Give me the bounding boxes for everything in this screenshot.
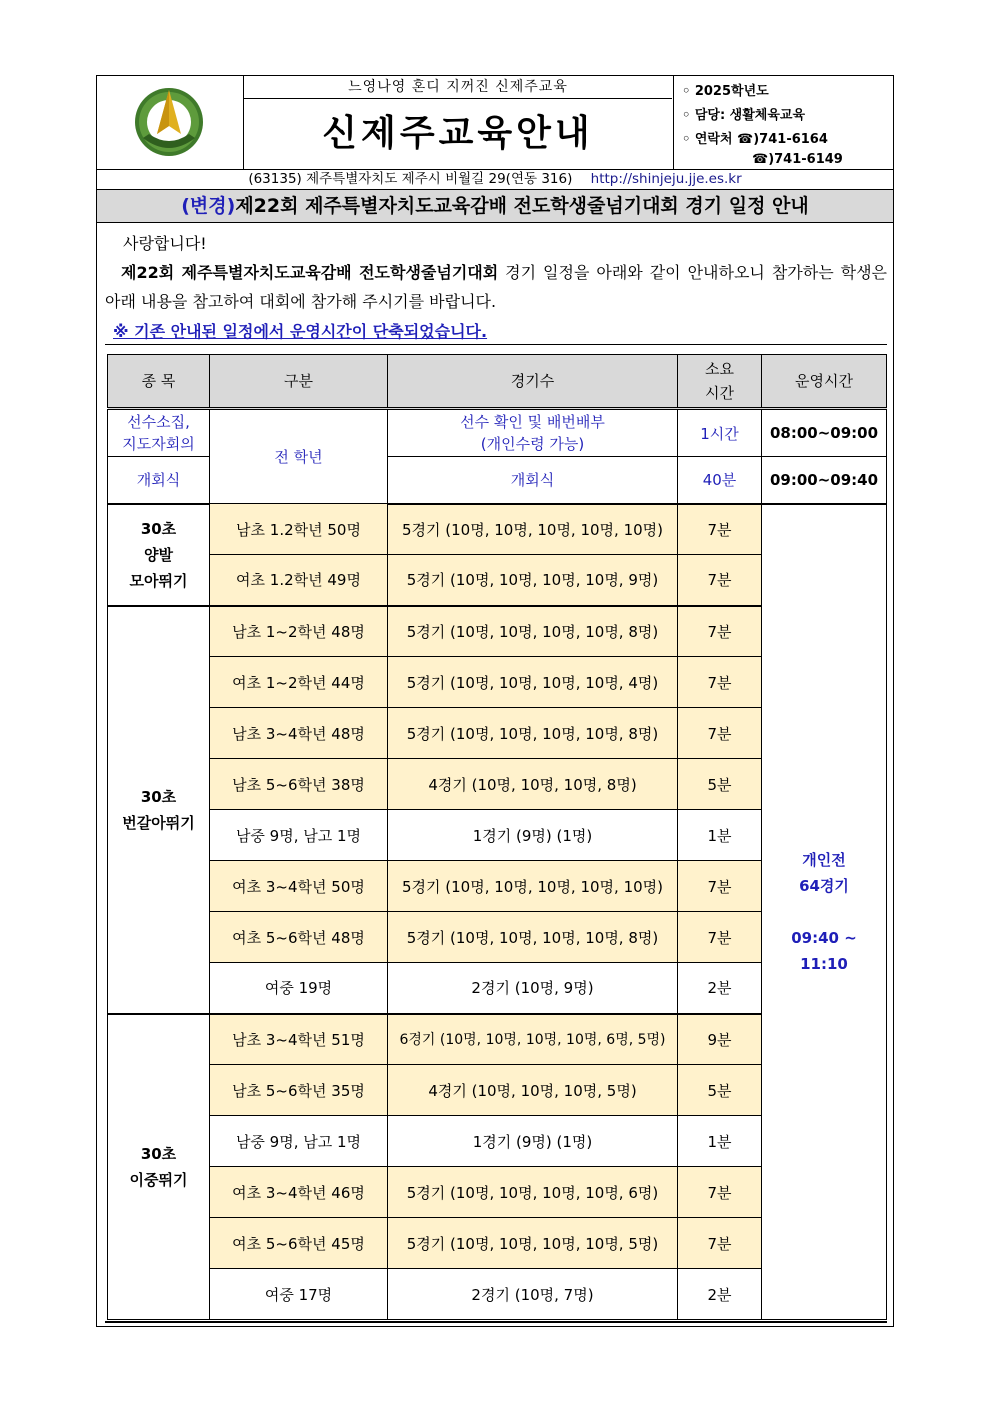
duration-cell: 1분 [678,1116,762,1167]
duration-cell: 5분 [678,759,762,810]
header-group: 구분 [210,355,388,409]
slogan: 느영나영 혼디 지꺼진 신제주교육 [244,76,672,99]
contact-2: ☎)741-6149 [752,152,843,167]
bottom-divider [105,1321,887,1323]
page-title: 신제주교육안내 [322,113,594,154]
duration-cell: 1분 [678,810,762,861]
event-cell: 선수소집, 지도자회의 [108,409,210,457]
info-box [673,76,894,169]
group-cell: 여초 1.2학년 49명 [210,555,388,606]
duration-cell: 7분 [678,708,762,759]
duration-cell: 7분 [678,657,762,708]
event-cell: 개회식 [108,457,210,504]
notice-text: ※ 기존 안내된 일정에서 운영시간이 단축되었습니다. [113,322,488,341]
duration-cell: 7분 [678,504,762,555]
operation-time-cell: 개인전 64경기 09:40 ~ 11:10 [762,504,887,1320]
bullet-icon: ◦ [682,132,695,147]
games-cell: 5경기 (10명, 10명, 10명, 10명, 10명) [388,861,678,912]
duration-cell: 7분 [678,912,762,963]
games-cell: 5경기 (10명, 10명, 10명, 10명, 6명) [388,1167,678,1218]
group-cell: 남초 5~6학년 38명 [210,759,388,810]
games-cell: 5경기 (10명, 10명, 10명, 10명, 8명) [388,606,678,657]
group-cell: 여중 19명 [210,963,388,1014]
header-duration: 소요 시간 [678,355,762,409]
games-cell: 5경기 (10명, 10명, 10명, 10명, 8명) [388,912,678,963]
games-cell: 선수 확인 및 배번배부 (개인수령 가능) [388,409,678,457]
group-cell: 여초 3~4학년 46명 [210,1167,388,1218]
duration-cell: 7분 [678,861,762,912]
games-cell: 1경기 (9명) (1명) [388,1116,678,1167]
event-cell: 30초 번갈아뛰기 [108,606,210,1014]
intro-text: 경기 일정을 아래와 같이 안내하오니 참가하는 학생은 아래 내용을 참고하여 대회에 참가해 주시기를 바랍니다. [105,263,887,311]
group-cell: 남초 1.2학년 50명 [210,504,388,555]
duration-cell: 7분 [678,606,762,657]
group-cell: 남초 1~2학년 48명 [210,606,388,657]
banner-title: 제22회 제주특별자치도교육감배 전도학생줄넘기대회 경기 일정 안내 [235,195,809,217]
department: 담당: 생활체육교육 [694,108,806,123]
games-cell: 4경기 (10명, 10명, 10명, 8명) [388,759,678,810]
group-cell: 남중 9명, 남고 1명 [210,810,388,861]
logo-cell [97,76,244,169]
header-games: 경기수 [388,355,678,409]
event-cell: 30초 양발 모아뛰기 [108,504,210,606]
address: (63135) 제주특별자치도 제주시 비월길 29(연동 316) [248,171,573,187]
games-cell: 개회식 [388,457,678,504]
group-cell: 남초 5~6학년 35명 [210,1065,388,1116]
duration-cell: 1시간 [678,409,762,457]
duration-cell: 9분 [678,1014,762,1065]
school-url[interactable]: http://shinjeju.jje.es.kr [590,171,742,187]
header-event: 종 목 [108,355,210,409]
time-cell: 08:00~09:00 [762,409,887,457]
document-header [97,76,893,170]
greeting: 사랑합니다! [123,234,207,253]
games-cell: 2경기 (10명, 9명) [388,963,678,1014]
group-cell: 전 학년 [210,409,388,504]
group-cell: 여초 3~4학년 50명 [210,861,388,912]
table-row [108,409,887,457]
group-cell: 여초 5~6학년 45명 [210,1218,388,1269]
games-cell: 5경기 (10명, 10명, 10명, 10명, 10명) [388,504,678,555]
event-name: 제22회 제주특별자치도교육감배 전도학생줄넘기대회 [121,263,499,282]
address-bar [97,169,893,190]
games-cell: 4경기 (10명, 10명, 10명, 5명) [388,1065,678,1116]
games-cell: 5경기 (10명, 10명, 10명, 10명, 5명) [388,1218,678,1269]
event-cell: 30초 이중뛰기 [108,1014,210,1320]
changed-tag: (변경) [181,195,236,217]
group-cell: 남초 3~4학년 51명 [210,1014,388,1065]
duration-cell: 7분 [678,1218,762,1269]
games-cell: 1경기 (9명) (1명) [388,810,678,861]
school-emblem-logo [97,76,243,169]
duration-cell: 7분 [678,1167,762,1218]
games-cell: 6경기 (10명, 10명, 10명, 10명, 6명, 5명) [388,1014,678,1065]
duration-cell: 2분 [678,963,762,1014]
bullet-icon: ◦ [682,108,695,123]
divider [105,344,887,345]
intro-paragraph [105,258,887,316]
duration-cell: 40분 [678,457,762,504]
notice-document [96,75,894,1327]
games-cell: 5경기 (10명, 10명, 10명, 10명, 8명) [388,708,678,759]
games-cell: 2경기 (10명, 7명) [388,1269,678,1320]
school-year: 2025학년도 [694,84,769,99]
duration-cell: 2분 [678,1269,762,1320]
group-cell: 여중 17명 [210,1269,388,1320]
group-cell: 남초 3~4학년 48명 [210,708,388,759]
duration-cell: 5분 [678,1065,762,1116]
group-cell: 남중 9명, 남고 1명 [210,1116,388,1167]
notice-banner [97,190,893,223]
header-time: 운영시간 [762,355,887,409]
group-cell: 여초 1~2학년 44명 [210,657,388,708]
time-cell: 09:00~09:40 [762,457,887,504]
table-header-row [108,355,887,409]
contact-1: 연락처 ☎)741-6164 [694,132,828,147]
bullet-icon: ◦ [682,84,695,99]
duration-cell: 7분 [678,555,762,606]
table-row [108,504,887,555]
group-cell: 여초 5~6학년 48명 [210,912,388,963]
games-cell: 5경기 (10명, 10명, 10명, 10명, 9명) [388,555,678,606]
schedule-table [107,354,887,1320]
games-cell: 5경기 (10명, 10명, 10명, 10명, 4명) [388,657,678,708]
